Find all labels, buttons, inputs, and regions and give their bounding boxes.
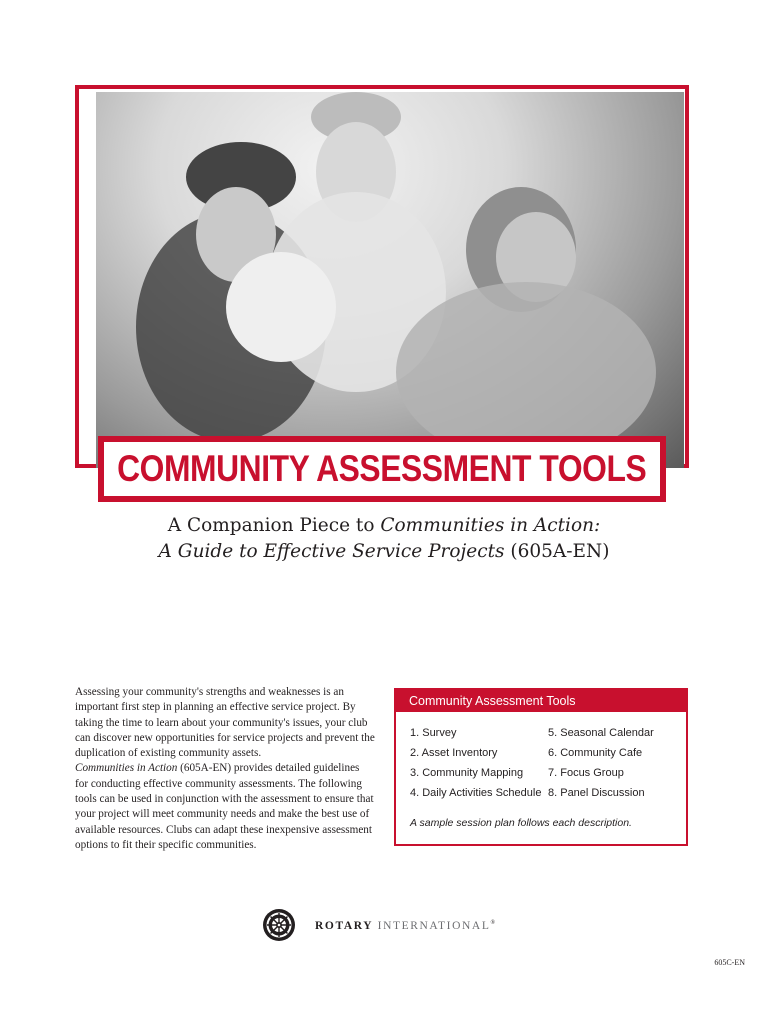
list-item: 4. Daily Activities Schedule xyxy=(410,787,542,799)
subtitle-line1-italic: Communities in Action: xyxy=(380,515,601,536)
list-item: 6. Community Cafe xyxy=(548,747,643,759)
list-item: 1. Survey xyxy=(410,727,457,739)
subtitle-line2-suffix: (605A-EN) xyxy=(504,541,610,562)
intro-paragraph-2-italic: Communities in Action xyxy=(75,762,178,775)
page-title: COMMUNITY ASSESSMENT TOOLS xyxy=(117,448,647,489)
rotary-wheel-icon xyxy=(262,908,296,942)
publication-code: 605C-EN xyxy=(714,958,745,967)
title-box xyxy=(98,436,666,502)
intro-paragraph-1: Assessing your community's strengths and weaknesses is an important first step in planning an effective service project. By taking the time to learn about your community's issues, your club can discover new opportunities for service projects and prevent the duplication of existing community assets. xyxy=(75,686,375,760)
list-item: 2. Asset Inventory xyxy=(410,747,498,759)
intro-text xyxy=(75,685,375,853)
list-item: 3. Community Mapping xyxy=(410,767,524,779)
wordmark-registered: ® xyxy=(490,920,497,927)
cover-photo xyxy=(96,92,684,468)
subtitle-line2-italic: A Guide to Effective Service Projects xyxy=(158,541,505,562)
subtitle-line1-prefix: A Companion Piece to xyxy=(167,515,381,536)
wordmark-bold: ROTARY xyxy=(315,920,374,932)
list-item: 8. Panel Discussion xyxy=(548,787,645,799)
tools-box-header: Community Assessment Tools xyxy=(396,690,686,712)
tools-box xyxy=(394,688,688,846)
intro-paragraph-2-rest: (605A-EN) provides detailed guidelines for conducting effective community assessments. The following tools can be used in conjunction with the assessment to ensure that your project will meet community needs and make the best use of available resources. Clubs can adapt these inexpensive assessment options to fit their specific communities. xyxy=(75,762,374,851)
list-item: 5. Seasonal Calendar xyxy=(548,727,654,739)
subtitle xyxy=(60,513,708,565)
tools-box-note: A sample session plan follows each description. xyxy=(410,817,632,829)
list-item: 7. Focus Group xyxy=(548,767,624,779)
wordmark-light: INTERNATIONAL xyxy=(373,920,491,932)
rotary-wordmark xyxy=(315,920,497,932)
tools-list xyxy=(410,726,678,801)
